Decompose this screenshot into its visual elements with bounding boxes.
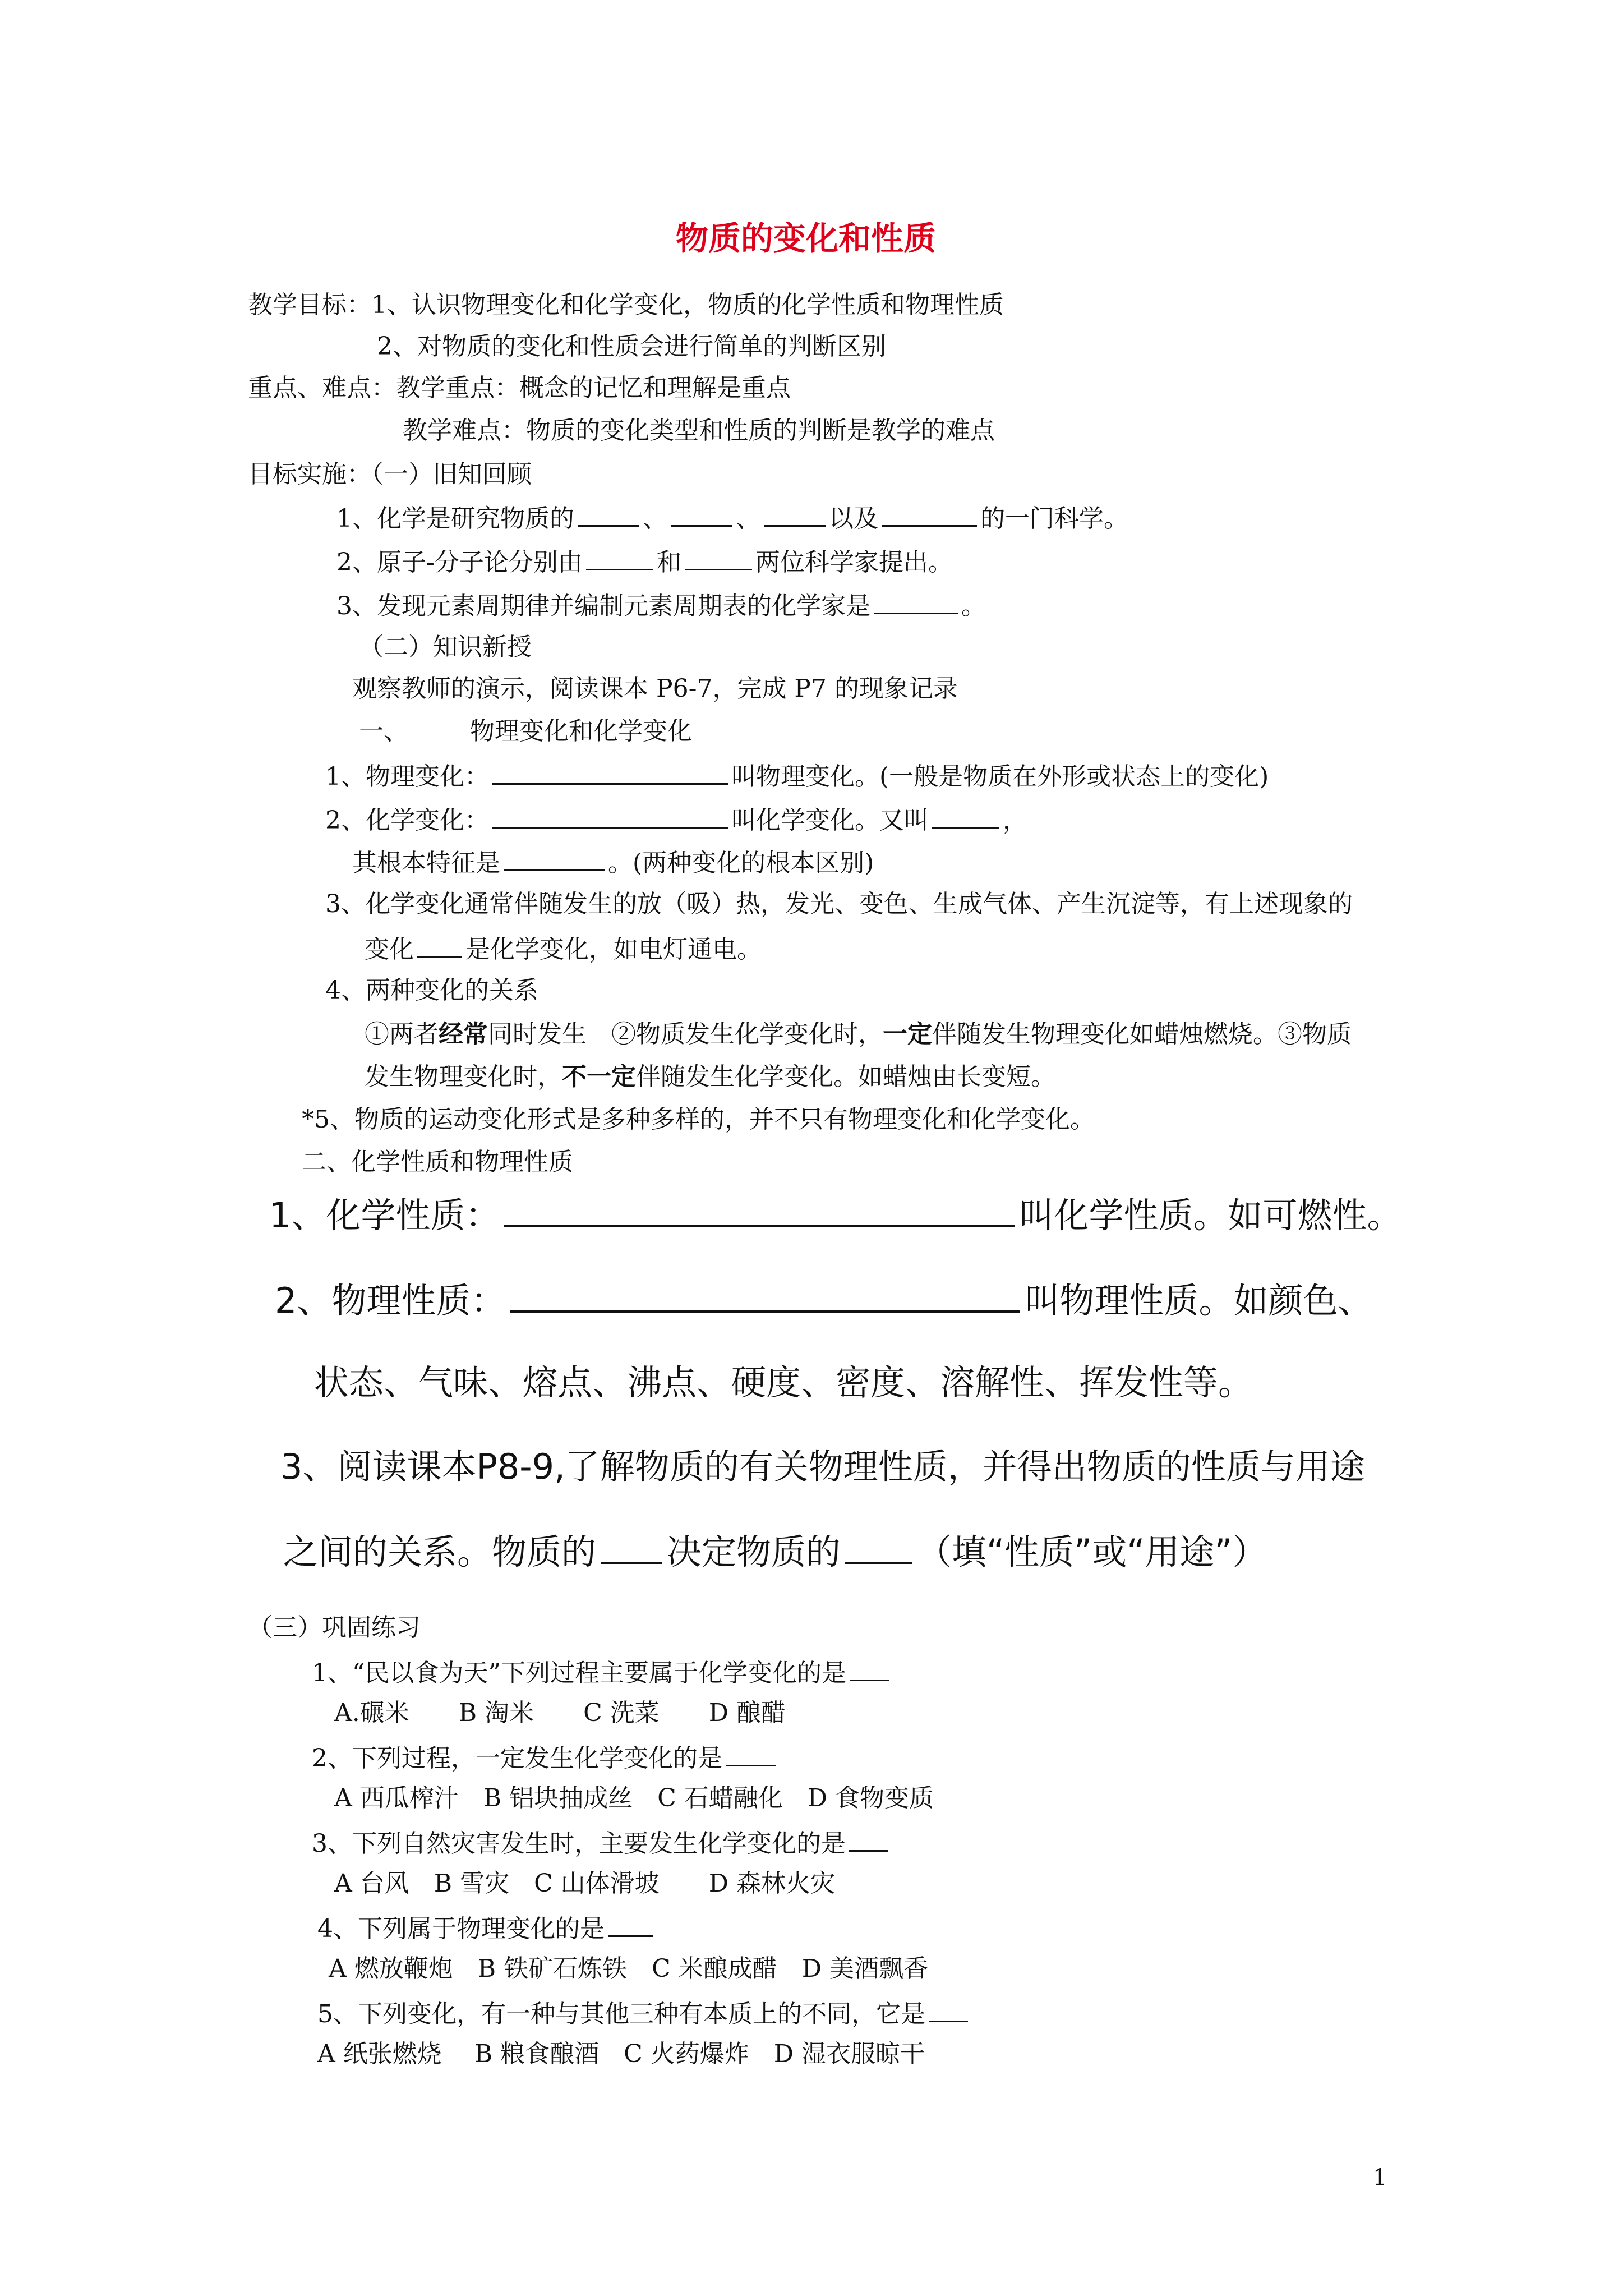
answer-blank[interactable] bbox=[608, 1911, 653, 1937]
physical-change-definition: 1、物理变化： 叫物理变化。(一般是物质在外形或状态上的变化) bbox=[325, 758, 1269, 793]
fill-blank[interactable] bbox=[492, 802, 728, 829]
answer-blank[interactable] bbox=[929, 1996, 968, 2022]
physical-property-examples: 状态、气味、熔点、沸点、硬度、密度、溶解性、挥发性等。 bbox=[314, 1362, 1253, 1403]
fill-blank[interactable] bbox=[685, 544, 752, 570]
fundamental-feature-line: 其根本特征是 。(两种变化的根本区别) bbox=[352, 845, 874, 879]
review-question-1: 1、化学是研究物质的 、 、 以及 的一门科学。 bbox=[336, 500, 1128, 535]
objectives-line-1 bbox=[248, 289, 1004, 321]
practice-options-5: A 纸张燃烧 B 粮食酿酒 C 火药爆炸 D 湿衣服晾干 bbox=[317, 2040, 925, 2068]
page-number: 1 bbox=[1373, 2165, 1387, 2191]
answer-blank[interactable] bbox=[849, 1825, 888, 1852]
property-use-relation: 之间的关系。物质的 决定物质的 （填“性质”或“用途”） bbox=[283, 1528, 1267, 1574]
fill-blank[interactable] bbox=[492, 758, 728, 785]
chemical-change-phenomena-cont: 变化 是化学变化，如电灯通电。 bbox=[365, 931, 762, 965]
page-title: 物质的变化和性质 bbox=[676, 219, 937, 257]
objective-2: 2、对物质的变化和性质会进行简单的判断区别 bbox=[377, 332, 886, 361]
objective-1: 1、认识物理变化和化学变化，物质的化学性质和物理性质 bbox=[371, 291, 1004, 319]
practice-heading: （三）巩固练习 bbox=[248, 1613, 421, 1642]
fill-blank[interactable] bbox=[882, 500, 977, 527]
relationship-line-1: ①两者经常同时发生 ②物质发生化学变化时，一定伴随发生物理变化如蜡烛燃烧。③物质 bbox=[365, 1020, 1352, 1048]
practice-options-3: A 台风 B 雪灾 C 山体滑坡 D 森林火灾 bbox=[334, 1869, 835, 1898]
fill-blank[interactable] bbox=[845, 1528, 912, 1564]
new-knowledge-heading: （二）知识新授 bbox=[359, 633, 532, 661]
fill-blank[interactable] bbox=[504, 1191, 1015, 1227]
section-1-heading: 一、 物理变化和化学变化 bbox=[359, 717, 692, 746]
review-question-2: 2、原子-分子论分别由 和 两位科学家提出。 bbox=[336, 544, 953, 578]
fill-blank[interactable] bbox=[874, 588, 958, 614]
fill-blank[interactable] bbox=[510, 1277, 1020, 1313]
section-2-heading: 二、化学性质和物理性质 bbox=[302, 1148, 573, 1176]
implementation-line bbox=[248, 459, 532, 490]
fill-blank[interactable] bbox=[586, 544, 653, 570]
practice-options-1: A.碾米 B 淘米 C 洗菜 D 酿醋 bbox=[334, 1699, 786, 1727]
practice-question-1: 1、“民以食为天”下列过程主要属于化学变化的是 bbox=[312, 1655, 892, 1689]
keypoints-line bbox=[248, 372, 791, 404]
review-heading: （一）旧知回顾 bbox=[371, 460, 532, 489]
fill-blank[interactable] bbox=[417, 931, 462, 958]
practice-options-2: A 西瓜榨汁 B 铝块抽成丝 C 石蜡融化 D 食物变质 bbox=[334, 1784, 934, 1812]
answer-blank[interactable] bbox=[726, 1740, 776, 1766]
relationship-heading: 4、两种变化的关系 bbox=[325, 976, 538, 1005]
fill-blank[interactable] bbox=[932, 802, 999, 829]
relationship-line-2: 发生物理变化时，不一定伴随发生化学变化。如蜡烛由长变短。 bbox=[365, 1062, 1055, 1091]
practice-question-5: 5、下列变化，有一种与其他三种有本质上的不同，它是 bbox=[317, 1996, 971, 2030]
motion-forms-note: *5、物质的运动变化形式是多种多样的，并不只有物理变化和化学变化。 bbox=[302, 1105, 1095, 1134]
implementation-label: 目标实施： bbox=[248, 460, 371, 489]
objectives-label: 教学目标： bbox=[248, 291, 371, 319]
key-focus: 教学重点：概念的记忆和理解是重点 bbox=[396, 374, 791, 402]
chemical-property-definition: 1、化学性质： 叫化学性质。如可燃性。 bbox=[269, 1191, 1401, 1237]
keypoints-label: 重点、难点： bbox=[248, 374, 396, 402]
observe-instruction: 观察教师的演示，阅读课本 P6-7，完成 P7 的现象记录 bbox=[352, 674, 958, 703]
chemical-change-definition: 2、化学变化： 叫化学变化。又叫 ， bbox=[325, 802, 1027, 836]
practice-options-4: A 燃放鞭炮 B 铁矿石炼铁 C 米酿成醋 D 美酒飘香 bbox=[329, 1954, 928, 1983]
review-question-3: 3、发现元素周期律并编制元素周期表的化学家是 。 bbox=[336, 588, 986, 622]
key-difficulty: 教学难点：物质的变化类型和性质的判断是教学的难点 bbox=[403, 416, 995, 445]
practice-question-3: 3、下列自然灾害发生时，主要发生化学变化的是 bbox=[312, 1825, 892, 1860]
property-use-reading: 3、阅读课本P8-9,了解物质的有关物理性质，并得出物质的性质与用途 bbox=[280, 1446, 1365, 1487]
fill-blank[interactable] bbox=[764, 500, 826, 527]
fill-blank[interactable] bbox=[578, 500, 639, 527]
physical-property-definition: 2、物理性质： 叫物理性质。如颜色、 bbox=[275, 1277, 1372, 1323]
chemical-change-phenomena: 3、化学变化通常伴随发生的放（吸）热，发光、变色、生成气体、产生沉淀等，有上述现象的 bbox=[325, 890, 1353, 918]
practice-question-2: 2、下列过程，一定发生化学变化的是 bbox=[312, 1740, 780, 1774]
fill-blank[interactable] bbox=[601, 1528, 662, 1564]
fill-blank[interactable] bbox=[671, 500, 732, 527]
practice-question-4: 4、下列属于物理变化的是 bbox=[317, 1911, 656, 1945]
answer-blank[interactable] bbox=[850, 1655, 889, 1681]
fill-blank[interactable] bbox=[504, 845, 605, 871]
